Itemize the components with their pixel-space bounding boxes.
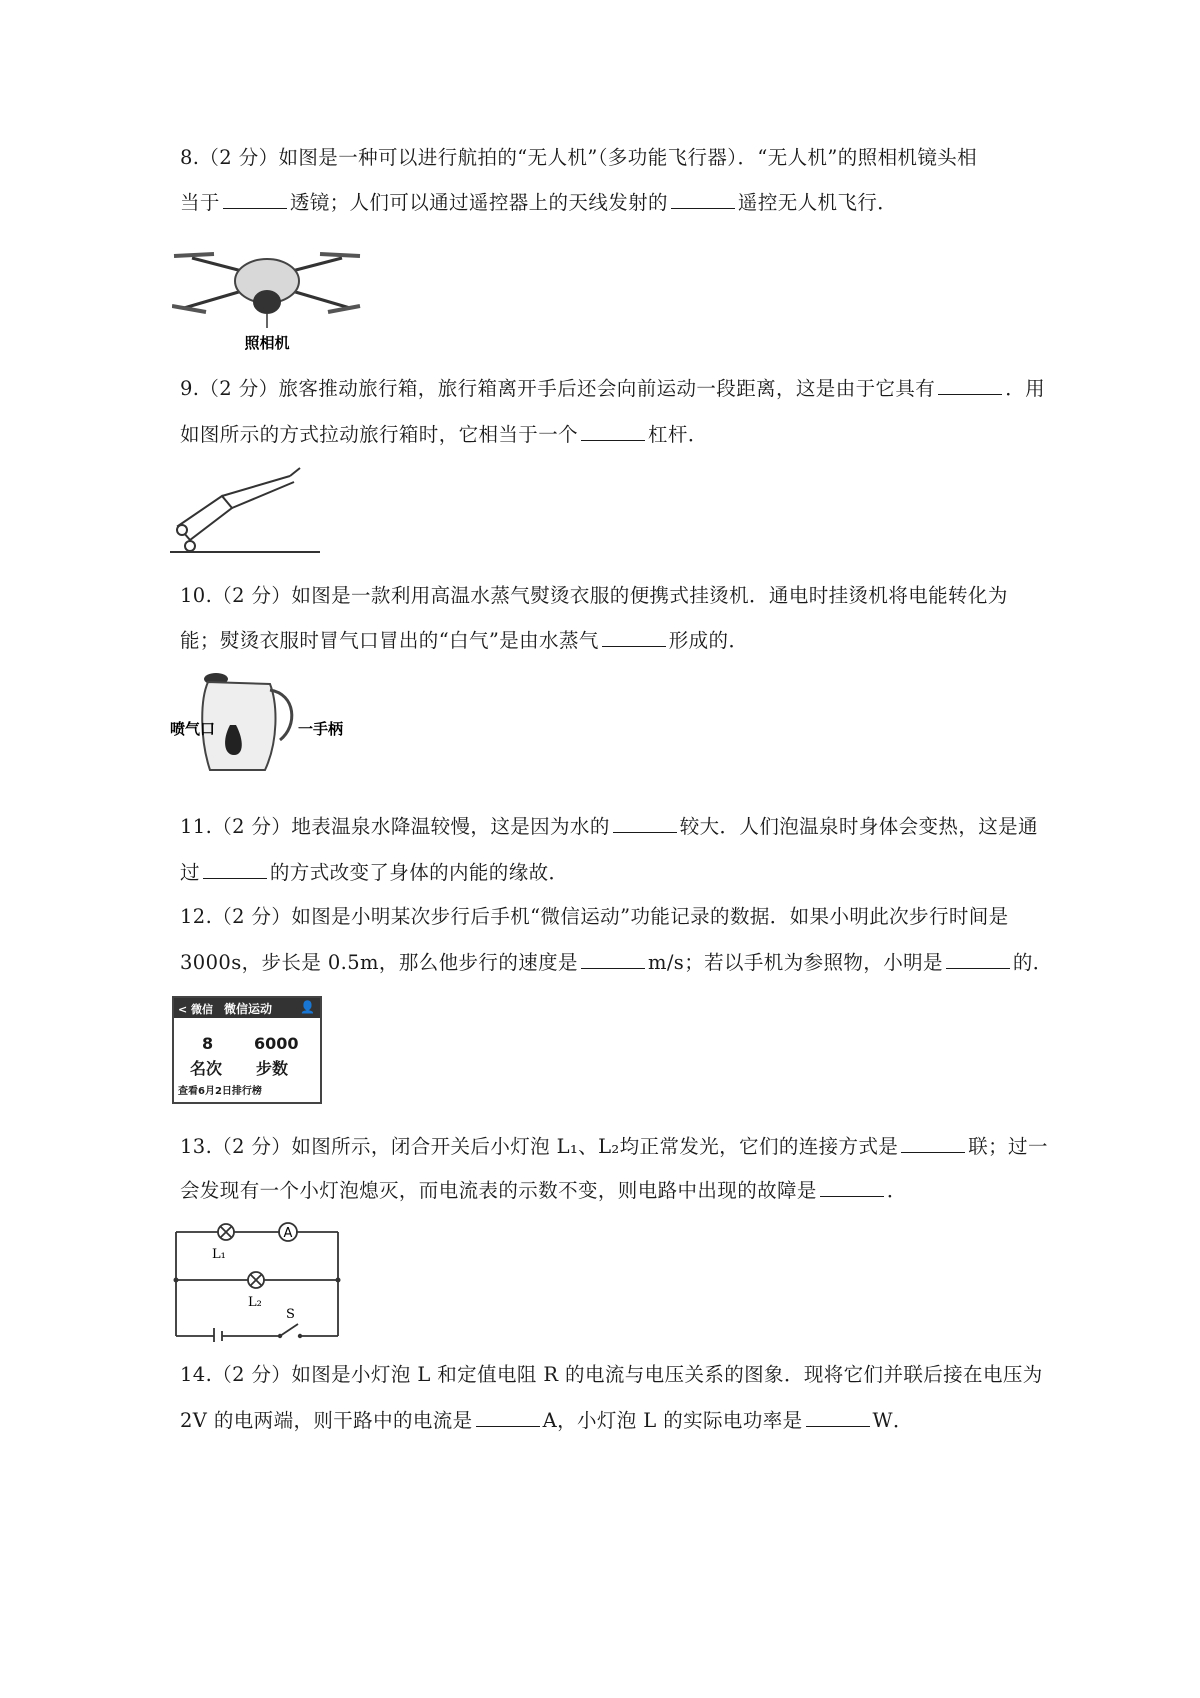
steps-label: 步数 bbox=[256, 1059, 289, 1078]
ammeter-label: A bbox=[283, 1226, 293, 1241]
answer-blank[interactable] bbox=[581, 422, 645, 441]
answer-blank[interactable] bbox=[203, 860, 267, 879]
answer-blank[interactable] bbox=[476, 1408, 540, 1427]
answer-blank[interactable] bbox=[901, 1134, 965, 1153]
q8-line2: 当于 透镜；人们可以通过遥控器上的天线发射的 遥控无人机飞行． bbox=[180, 191, 898, 214]
q10-line1: 10.（2 分）如图是一款利用高温水蒸气熨烫衣服的便携式挂烫机．通电时挂烫机将电能转化为 bbox=[180, 584, 1008, 607]
q9-line1: 9.（2 分）旅客推动旅行箱，旅行箱离开手后还会向前运动一段距离，这是由于它具有 ．用 bbox=[180, 377, 1046, 400]
answer-blank[interactable] bbox=[671, 190, 735, 209]
handle-label: 一手柄 bbox=[298, 720, 344, 738]
l1-label: L₁ bbox=[212, 1247, 226, 1262]
answer-blank[interactable] bbox=[602, 628, 666, 647]
q14-line1: 14.（2 分）如图是小灯泡 L 和定值电阻 R 的电流与电压关系的图象．现将它们并联后接在电压为 bbox=[180, 1363, 1043, 1386]
q10-line2: 能；熨烫衣服时冒气口冒出的“白气”是由水蒸气 形成的． bbox=[180, 629, 749, 652]
leaderboard-link: 查看6月2日排行榜 bbox=[178, 1086, 262, 1097]
answer-blank[interactable] bbox=[820, 1178, 884, 1197]
back-button: < 微信 bbox=[178, 1003, 214, 1016]
drone-figure bbox=[172, 236, 362, 356]
answer-blank[interactable] bbox=[613, 814, 677, 833]
l2-label: L₂ bbox=[248, 1295, 262, 1310]
q13-line1: 13.（2 分）如图所示，闭合开关后小灯泡 L₁、L₂均正常发光，它们的连接方式是 联；过一 bbox=[180, 1135, 1048, 1158]
q9-line2: 如图所示的方式拉动旅行箱时，它相当于一个 杠杆． bbox=[180, 423, 708, 446]
suitcase-figure bbox=[170, 466, 330, 558]
answer-blank[interactable] bbox=[223, 190, 287, 209]
answer-blank[interactable] bbox=[938, 376, 1002, 395]
answer-blank[interactable] bbox=[581, 950, 645, 969]
q14-line2: 2V 的电两端，则干路中的电流是 A，小灯泡 L 的实际电功率是 W． bbox=[180, 1409, 913, 1432]
q13-line2: 会发现有一个小灯泡熄灭，而电流表的示数不变，则电路中出现的故障是 ． bbox=[180, 1179, 907, 1202]
wechat-sports-screen bbox=[172, 996, 322, 1104]
answer-blank[interactable] bbox=[806, 1408, 870, 1427]
rank-value: 8 bbox=[202, 1034, 214, 1053]
phone-title-bar bbox=[174, 998, 320, 1018]
q11-line2: 过 的方式改变了身体的内能的缘故． bbox=[180, 861, 569, 884]
q12-line1: 12.（2 分）如图是小明某次步行后手机“微信运动”功能记录的数据．如果小明此次步行时间是 bbox=[180, 905, 1009, 928]
circuit-diagram bbox=[172, 1218, 344, 1342]
nozzle-label: 喷气口 bbox=[170, 720, 216, 738]
steamer-figure bbox=[170, 670, 360, 782]
rank-label: 名次 bbox=[190, 1059, 223, 1078]
switch-label: S bbox=[286, 1307, 295, 1322]
user-icon: 👤 bbox=[300, 1000, 315, 1014]
q11-line1: 11.（2 分）地表温泉水降温较慢，这是因为水的 较大．人们泡温泉时身体会变热，这是通 bbox=[180, 815, 1038, 838]
q8-line1: 8.（2 分）如图是一种可以进行航拍的“无人机”（多功能飞行器）．“无人机”的照相机镜头相 bbox=[180, 146, 978, 169]
camera-label: 照相机 bbox=[244, 334, 290, 352]
steps-value: 6000 bbox=[254, 1034, 299, 1053]
phone-title: 微信运动 bbox=[224, 1002, 273, 1016]
answer-blank[interactable] bbox=[946, 950, 1010, 969]
q12-line2: 3000s，步长是 0.5m，那么他步行的速度是 m/s；若以手机为参照物，小明是 的． bbox=[180, 951, 1053, 974]
